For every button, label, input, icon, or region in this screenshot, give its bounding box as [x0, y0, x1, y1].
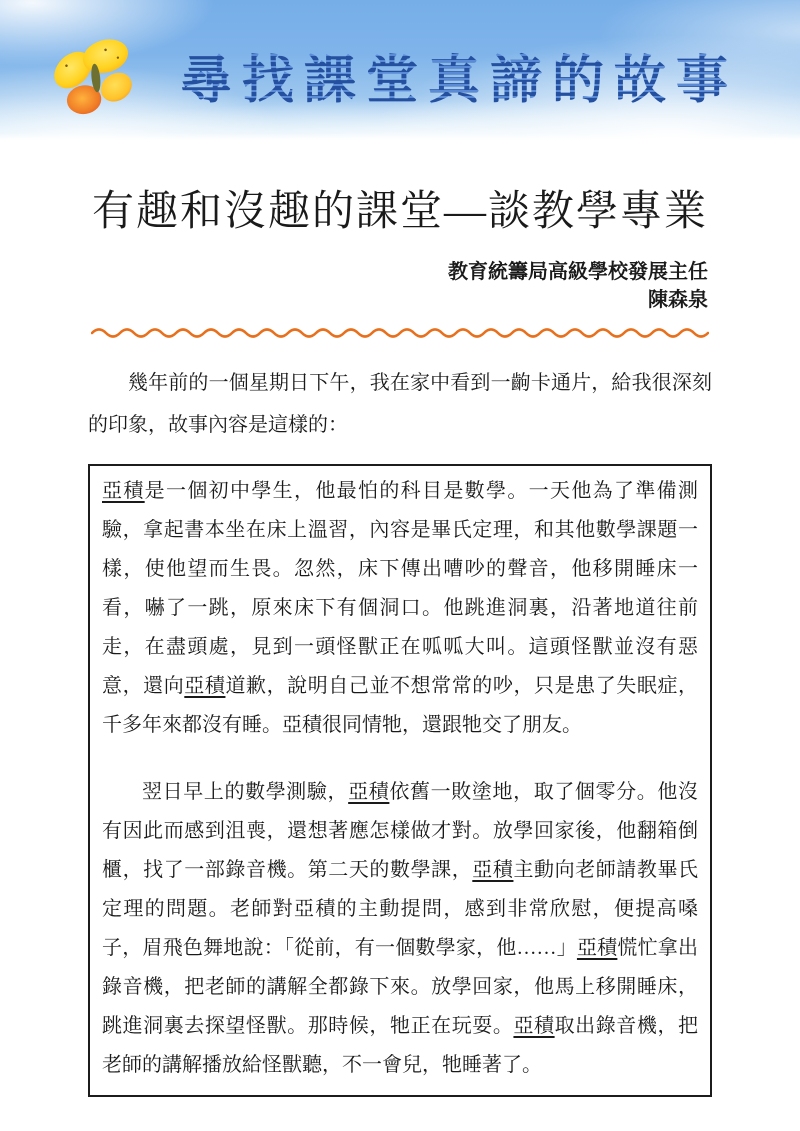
character-name-underlined: 亞積	[184, 675, 226, 697]
author-block	[88, 258, 712, 314]
author-name: 陳森泉	[648, 289, 708, 311]
intro-paragraph: 幾年前的一個星期日下午，我在家中看到一齣卡通片，給我很深刻的印象，故事內容是這樣的：	[88, 372, 712, 436]
character-name-underlined: 亞積	[472, 859, 514, 881]
story-text: 是一個初中學生，他最怕的科目是數學。一天他為了準備測驗，拿起書本坐在床上溫習，內容是畢氏定理，和其他數學課題一樣，使他望而生畏。忽然，床下傳出嘈吵的聲音，他移開睡床一看，嚇了一跳，原來床下有個洞口。他跳進洞裏，沿著地道往前走，在盡頭處，見到一頭怪獸正在呱呱大叫。這頭怪獸並沒有惡意，還向	[102, 480, 699, 697]
story-text: 翌日早上的數學測驗，	[142, 781, 349, 803]
article-page	[0, 184, 800, 1097]
story-text: 依舊一敗塗地，取了個零分。他沒有因此而感到沮喪，還想著應怎樣做才對。放學回家後，他翻箱倒櫃，找了一部錄音機。第二天的數學課，	[102, 781, 699, 881]
story-text: 道歉，說明自己並不想常常的吵，只是患了失眠症，千多年來都沒有睡。亞積很同情牠，還跟牠交了朋友。	[102, 675, 699, 736]
author-title: 教育統籌局高級學校發展主任	[448, 261, 708, 283]
butterfly-image	[50, 34, 146, 122]
story-paragraph	[102, 472, 698, 745]
character-name-underlined: 亞積	[102, 480, 145, 502]
story-paragraph	[102, 773, 698, 1085]
article-title: 有趣和沒趣的課堂—談教學專業	[91, 189, 708, 235]
wavy-divider	[91, 326, 709, 338]
story-text: 取出錄音機，把老師的講解播放給怪獸聽，不一會兒，牠睡著了。	[102, 1015, 699, 1076]
banner-title: 尋找課堂真諦的故事	[180, 44, 740, 120]
story-box	[88, 464, 712, 1097]
character-name-underlined: 亞積	[576, 937, 618, 959]
story-text: 主動向老師請教畢氏定理的問題。老師對亞積的主動提問，感到非常欣慰，便提高嗓子，眉飛色舞地說：「從前，有一個數學家，他……」	[102, 859, 699, 959]
character-name-underlined: 亞積	[348, 781, 390, 803]
character-name-underlined: 亞積	[513, 1015, 555, 1037]
story-text: 慌忙拿出錄音機，把老師的講解全都錄下來。放學回家，他馬上移開睡床，跳進洞裏去探望怪獸。那時候，牠正在玩耍。	[102, 937, 699, 1037]
header-banner	[0, 0, 800, 140]
